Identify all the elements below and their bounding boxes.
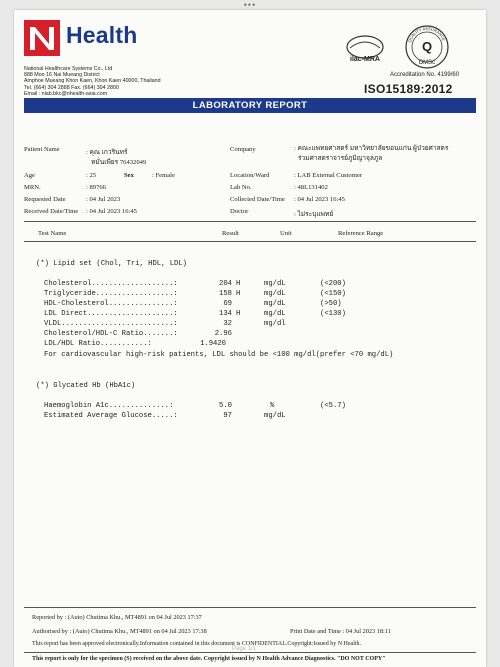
sex-value: : Female [152, 172, 175, 179]
dmsc-quality-seal-icon [404, 24, 450, 70]
patient-name-label: Patient Name [24, 146, 60, 153]
test-name: LDL Direct....................: [44, 310, 178, 318]
patient-name-value: : คุณ เกวรินทร์ [86, 149, 128, 156]
ilac-label: ilac-MRA [350, 56, 380, 63]
result-value: 2.96 [214, 330, 232, 338]
age-value: : 25 [86, 172, 97, 179]
svg-text:Q: Q [421, 39, 433, 54]
result-value: 204 [219, 280, 232, 288]
test-name: Cholesterol/HDL-C Ratio.......: [44, 330, 178, 338]
mrn-value: : 89766 [86, 184, 106, 191]
received-date-value: : 04 Jul 2023 16:45 [86, 208, 137, 215]
dmsc-label: DMSc [418, 60, 436, 66]
lab-no-label: Lab No. [230, 184, 252, 191]
company-address [24, 66, 161, 97]
test-name: Cholesterol...................: [44, 280, 178, 288]
result-unit: mg/dL [264, 280, 286, 288]
result-unit: mg/dL [264, 310, 286, 318]
test-name: Estimated Average Glucose.....: [44, 412, 178, 420]
result-range: (>50) [320, 300, 342, 308]
page-watermark: Page 1/1 [232, 646, 257, 652]
ilac-mra-seal-icon [342, 34, 388, 64]
section-title-lipid: (*) Lipid set (Chol, Tri, HDL, LDL) [36, 260, 187, 268]
sex-label: Sex [124, 172, 134, 179]
window-menu-dots[interactable]: ••• [243, 0, 257, 10]
brand-name: Health [66, 22, 138, 48]
divider-top [24, 221, 476, 222]
result-flag: H [236, 290, 241, 298]
result-unit: mg/dL [264, 412, 286, 420]
mrn-label: MRN. [24, 184, 41, 191]
result-value: 32 [223, 320, 232, 328]
result-value: 5.0 [219, 402, 232, 410]
received-date-label: Received Date/Time [24, 208, 79, 215]
company-line-2: 888 Moo 16 Nai Mueang District [24, 72, 100, 79]
result-flag: H [236, 310, 241, 318]
reported-by: Reported by : (Auto) Chutima Khu., MT4891 on 04 Jul 2023 17:37 [32, 614, 202, 621]
test-name: Triglyceride..................: [44, 290, 178, 298]
result-flag: H [236, 280, 241, 288]
n-health-logo-icon [24, 20, 60, 56]
column-test-name: Test Name [38, 230, 67, 237]
requested-date-label: Requested Date [24, 196, 66, 203]
result-range: (<200) [320, 280, 346, 288]
test-name: HDL-Cholesterol...............: [44, 300, 178, 308]
test-name: Haemoglobin A1c..............: [44, 402, 174, 410]
result-range: (<130) [320, 310, 346, 318]
requested-date-value: : 04 Jul 2023 [86, 196, 121, 203]
column-unit: Unit [280, 230, 292, 237]
lab-report-page [14, 10, 486, 667]
iso-standard: ISO15189:2012 [364, 82, 453, 96]
electronic-approval-notice: This report has been approved electronically.Information contained in this document is CONFIDENTIAL.Copyright:Issued by N Health. [32, 641, 362, 647]
test-name: VLDL..........................: [44, 320, 178, 328]
authorised-by: Authorised by : (Auto) Chutima Khu., MT4891 on 04 Jul 2023 17:38 [32, 628, 207, 635]
column-result: Result [222, 230, 239, 237]
location-value: : LAB External Customer [294, 172, 362, 179]
company-value-2: ร่วมศาสตราจารย์ภูมิญาจุลภูล [298, 155, 383, 162]
result-unit: mg/dl [264, 320, 286, 328]
result-value: 158 [219, 290, 232, 298]
report-title: LABORATORY REPORT [192, 100, 308, 111]
dmsc-ring-text: QUALITY ASSURANCE [406, 25, 447, 44]
doctor-value: : ไม่ระบุแพทย์ [294, 211, 334, 218]
result-unit: mg/dL [264, 300, 286, 308]
location-label: Location/Ward [230, 172, 270, 179]
patient-name-value-2: หมั่นเพียร 76432049 [91, 159, 147, 166]
accreditation-number: Accreditation No. 4199/60 [390, 72, 460, 78]
lipid-note: For cardiovascular high-risk patients, LDL should be <100 mg/dl(prefer <70 mg/dL) [44, 351, 394, 359]
column-reference-range: Reference Range [338, 230, 384, 237]
test-name: LDL/HDL Ratio...........: [44, 340, 152, 348]
print-date: Print Date and Time : 04 Jul 2023 18:11 [290, 628, 391, 635]
lab-no-value: : 48L131402 [294, 184, 328, 191]
collected-date-label: Collected Date/Time [230, 196, 285, 203]
doctor-label: Doctor [230, 208, 249, 215]
result-range: (<5.7) [320, 402, 346, 410]
result-value: 69 [223, 300, 232, 308]
collected-date-value: : 04 Jul 2023 16:45 [294, 196, 345, 203]
age-label: Age [24, 172, 35, 179]
result-value: 134 [219, 310, 232, 318]
company-label: Company [230, 146, 256, 153]
result-value: 97 [223, 412, 232, 420]
result-unit: mg/dL [264, 290, 286, 298]
result-value: 1.9420 [200, 340, 226, 348]
result-range: (<150) [320, 290, 346, 298]
company-line-1: National Healthcare Systems Co., Ltd [24, 66, 113, 72]
company-line-3: Amphoe Mueang Khon Kaen, Khon Kaen 40000, Thailand [24, 78, 161, 85]
company-line-5: Email : nlab.bkc@nhealth-asia.com [24, 90, 108, 97]
company-value: : คณะแพทยศาสตร์ มหาวิทยาลัยขอนแก่น ผู้ป่วยศาสตร [294, 145, 449, 152]
specimen-notice: This report is only for the specimen (S) received on the above date. Copyright issued by N Health Advance Diagnostics. "DO NOT COPY" [32, 656, 386, 662]
result-unit: % [270, 402, 275, 410]
section-title-glycated: (*) Glycated Hb (HbA1c) [36, 382, 136, 390]
divider-bottom [24, 652, 476, 653]
divider-footer [24, 607, 476, 608]
company-line-4: Tel. (664) 304 2888 Fax. (664) 304 2800 [24, 84, 119, 91]
divider-header [24, 241, 476, 242]
